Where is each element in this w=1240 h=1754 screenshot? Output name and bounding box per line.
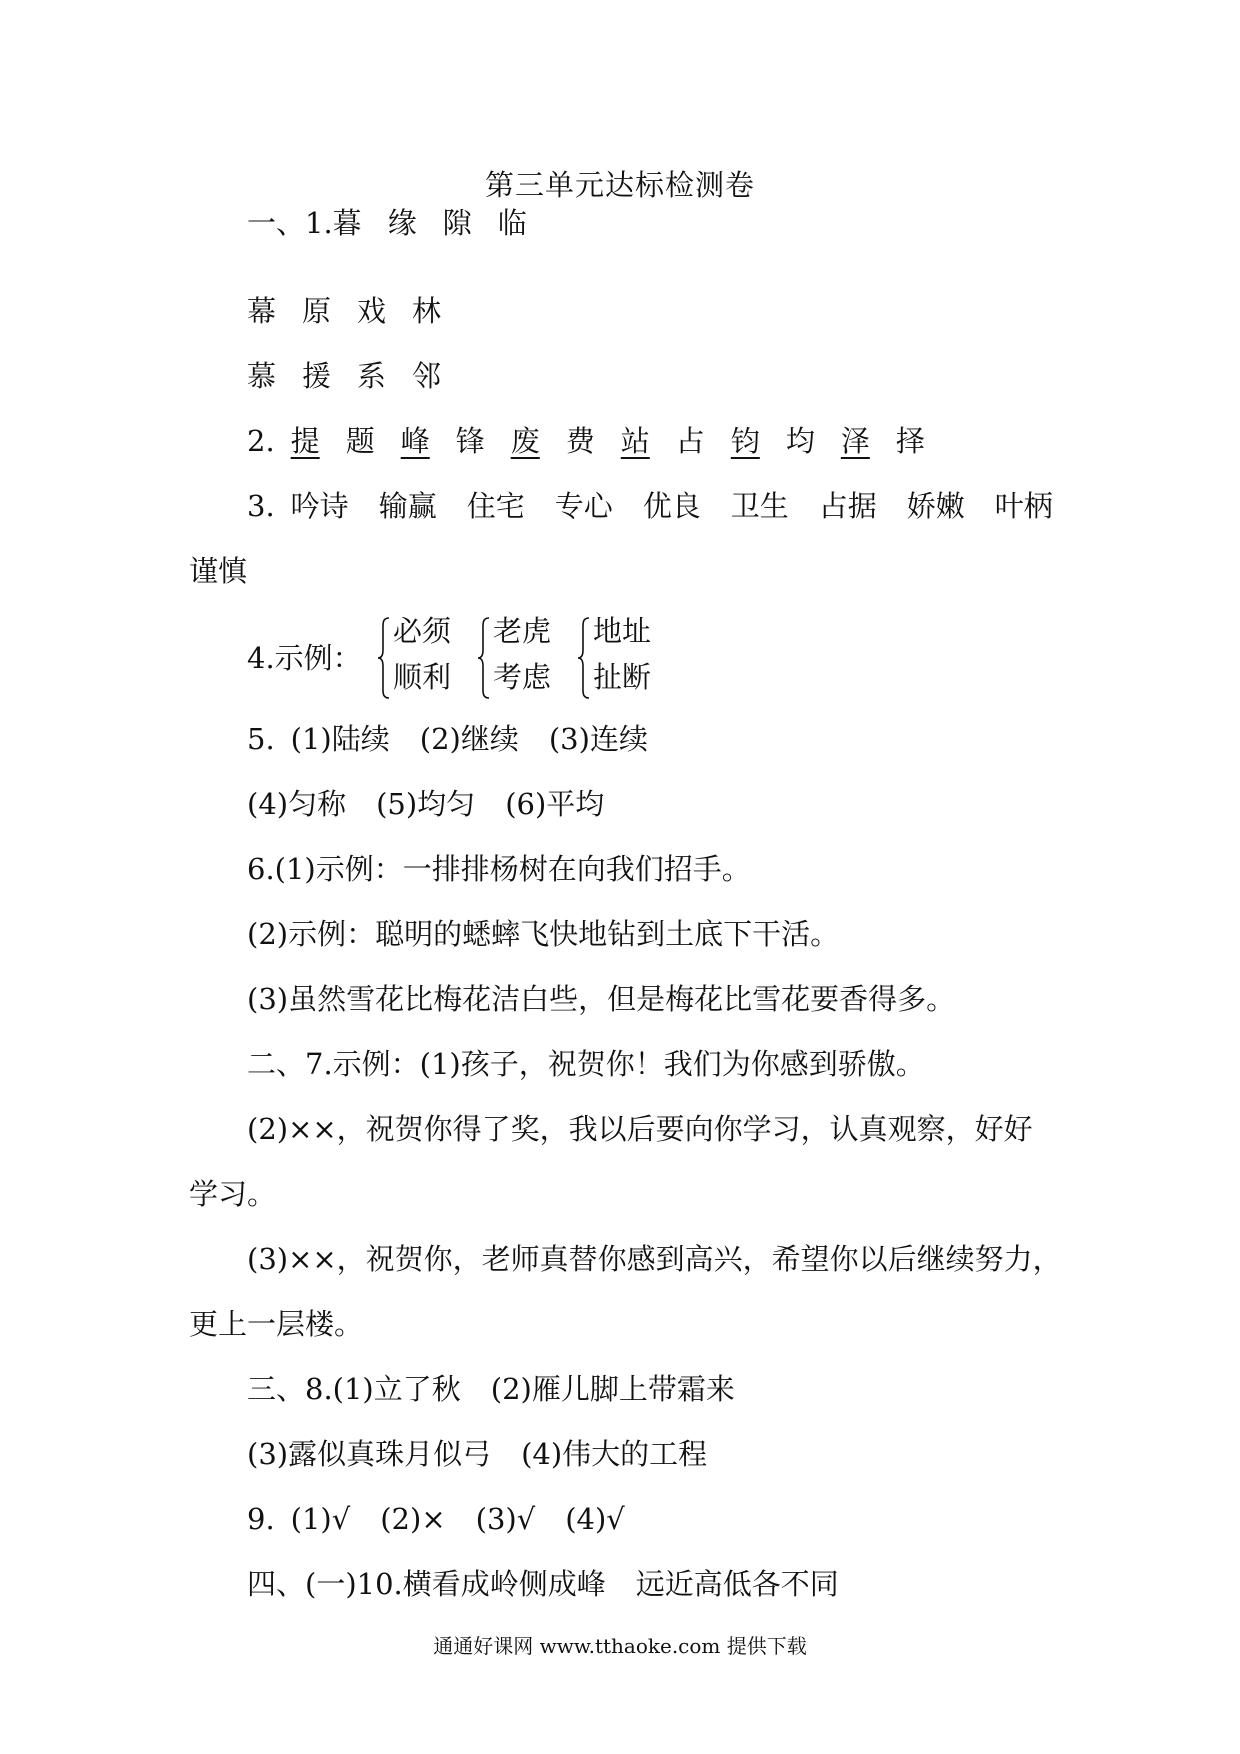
q1-char: 原 — [302, 294, 332, 328]
q2-word-underlined: 站 — [620, 424, 650, 458]
q2-word-underlined: 废 — [510, 424, 540, 458]
page-title: 第三单元达标检测卷 — [484, 168, 755, 202]
q3-word: 娇嫩 — [906, 489, 965, 523]
q2-word: 题 — [345, 424, 375, 458]
q7-line3-cont: 更上一层楼。 — [189, 1307, 364, 1341]
q3-word: 输赢 — [378, 489, 437, 523]
q3-word: 占据 — [818, 489, 877, 523]
q3-word: 住宅 — [466, 489, 525, 523]
q5-item: (5)均匀 — [376, 787, 476, 821]
q2-word: 均 — [785, 424, 815, 458]
q5-item: (6)平均 — [505, 787, 605, 821]
q9-item: (1)√ — [290, 1502, 351, 1536]
q1-char: 系 — [357, 359, 387, 393]
q1-char: 幕 — [247, 294, 277, 328]
q4-block — [247, 612, 747, 704]
left-brace-icon — [477, 616, 491, 700]
q2-word-underlined: 峰 — [400, 424, 430, 458]
q3-prefix: 3. — [247, 489, 275, 523]
q3-word: 专心 — [554, 489, 613, 523]
q5-item: (2)继续 — [419, 722, 519, 756]
q2-word: 择 — [895, 424, 925, 458]
q1-char: 援 — [302, 359, 332, 393]
q3-word: 优良 — [642, 489, 701, 523]
q8-line1 — [247, 1370, 735, 1408]
q7-line3: (3)××，祝贺你，老师真替你感到高兴，希望你以后继续努力， — [247, 1242, 1062, 1276]
q8-item: 三、8.(1)立了秋 — [247, 1372, 461, 1406]
q5-prefix: 5. — [247, 722, 275, 756]
q8-item: (4)伟大的工程 — [521, 1437, 708, 1471]
q8-line2 — [247, 1435, 707, 1473]
q1-char: 暮 — [332, 206, 362, 240]
q5-item: (4)匀称 — [247, 787, 347, 821]
q10-item: 远近高低各不同 — [635, 1567, 839, 1601]
q3-word: 卫生 — [730, 489, 789, 523]
q6-line3: (3)虽然雪花比梅花洁白些，但是梅花比雪花要香得多。 — [247, 982, 956, 1016]
q2-word-underlined: 提 — [290, 424, 320, 458]
q1-row2 — [247, 292, 441, 330]
q4-word-bottom: 考虑 — [493, 660, 552, 694]
q4-word-bottom: 扯断 — [593, 660, 652, 694]
q3-continued: 谨慎 — [189, 554, 248, 588]
q6-line1: 6.(1)示例：一排排杨树在向我们招手。 — [247, 852, 751, 886]
q2-word-underlined: 钧 — [730, 424, 760, 458]
q4-word-top: 地址 — [593, 614, 652, 648]
q4-label: 4.示例： — [247, 641, 362, 675]
q2-word: 锋 — [455, 424, 485, 458]
q4-word-top: 老虎 — [493, 614, 552, 648]
q1-prefix: 一、1. — [247, 206, 333, 240]
q2-prefix: 2. — [247, 424, 275, 458]
q1-char: 慕 — [247, 359, 277, 393]
left-brace-icon — [577, 616, 591, 700]
q1-char: 林 — [412, 294, 442, 328]
q9-item: (4)√ — [565, 1502, 625, 1536]
q9-item: (2)× — [380, 1502, 446, 1536]
q9-item: (3)√ — [475, 1502, 536, 1536]
q3-word: 叶柄 — [994, 489, 1053, 523]
q9-prefix: 9. — [247, 1502, 275, 1536]
q2-word: 占 — [675, 424, 705, 458]
left-brace-icon — [377, 616, 391, 700]
q1-char: 邻 — [412, 359, 442, 393]
q2-word-list — [291, 424, 925, 458]
q5-row2 — [247, 785, 604, 823]
q2-line — [247, 422, 925, 460]
q5-item: (3)连续 — [548, 722, 648, 756]
q1-row3 — [247, 357, 441, 395]
q3-word: 吟诗 — [290, 489, 349, 523]
q1-char: 临 — [497, 206, 527, 240]
q1-char: 隙 — [442, 206, 472, 240]
q2-word: 费 — [565, 424, 595, 458]
q1-row1 — [247, 204, 527, 242]
q5-item: (1)陆续 — [290, 722, 390, 756]
q5-row1 — [247, 720, 648, 758]
q6-line2: (2)示例：聪明的蟋蟀飞快地钻到土底下干活。 — [247, 917, 840, 951]
q7-line1: 二、7.示例：(1)孩子，祝贺你！我们为你感到骄傲。 — [247, 1047, 925, 1081]
q3-line — [247, 487, 1053, 525]
q10-item: 四、(一)10.横看成岭侧成峰 — [247, 1567, 606, 1601]
q7-line2: (2)××，祝贺你得了奖，我以后要向你学习，认真观察，好好 — [247, 1112, 1033, 1146]
q4-word-bottom: 顺利 — [393, 660, 452, 694]
q4-word-top: 必须 — [393, 614, 452, 648]
q8-item: (2)雁儿脚上带霜来 — [490, 1372, 735, 1406]
q7-line2-cont: 学习。 — [189, 1177, 277, 1211]
q10-line — [247, 1565, 839, 1603]
footer-credit: 通通好课网 www.tthaoke.com 提供下载 — [433, 1634, 807, 1658]
q1-char: 戏 — [357, 294, 387, 328]
q9-line — [247, 1500, 625, 1538]
q8-item: (3)露似真珠月似弓 — [247, 1437, 492, 1471]
q1-char: 缘 — [387, 206, 417, 240]
q2-word-underlined: 泽 — [840, 424, 870, 458]
